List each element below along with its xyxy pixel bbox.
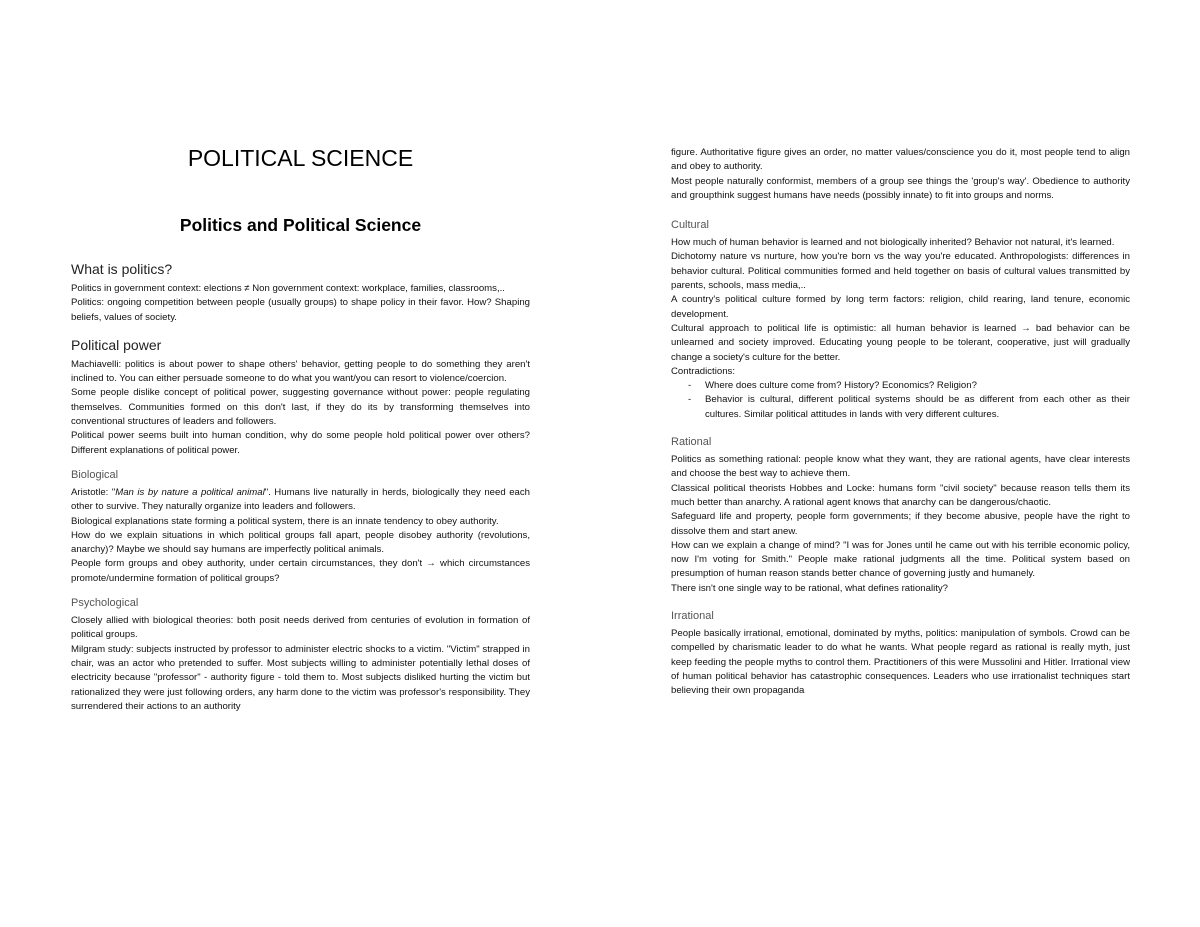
paragraph: A country's political culture formed by long term factors: religion, child rearing, land tenure, economic development. — [671, 294, 1130, 320]
document-subtitle: Politics and Political Science — [179, 215, 422, 235]
heading-psychological: Psychological — [71, 597, 139, 610]
heading-cultural: Cultural — [671, 219, 709, 232]
heading-what-is-politics: What is politics? — [71, 261, 173, 277]
paragraph: Classical political theorists Hobbes and Locke: humans form "civil society" because reason tells them its much better than anarchy. A rational agent knows that anarchy can be dangerous/chaotic. — [671, 482, 1130, 508]
paragraph: People form groups and obey authority, under certain circumstances, they don't → which circumstances promote/undermine formation of political groups? — [71, 558, 530, 584]
paragraph: Milgram study: subjects instructed by professor to administer electric shocks to a victim. "Victim" strapped in chair, was an actor who pretended to suffer. Most subjects willing to administer potentially lethal doses of electricity because "professor" - authority figure - told them to. Most subjects disliked hurting the victim but rationalized they were just following orders, any harm done to the victim was professor's responsibility. They surrendered their actions to an authority — [71, 643, 530, 712]
paragraph: How can we explain a change of mind? "I was for Jones until he came out with his terrible economic policy, now I'm voting for Smith." People make rational judgments all the time. Political system based on presumption of human reason stands better chance of governing justly and humanely. — [671, 539, 1130, 580]
list-item: - Behavior is cultural, different political systems should be as different from each other as their cultures. Similar political attitudes in lands with very different cultures. — [705, 393, 1130, 422]
paragraph: Closely allied with biological theories: both posit needs derived from centuries of evolution in formation of political groups. — [71, 615, 530, 641]
heading-political-power: Political power — [71, 336, 162, 353]
aristotle-quote: Man is by nature a political animal — [115, 486, 265, 498]
paragraph: Most people naturally conformist, members of a group see things the 'group's way'. Obedience to authority and groupthink suggest humans have needs (possibly innate) to fit into groups and norms. — [671, 175, 1130, 201]
quote-prefix: Aristotle: " — [71, 486, 116, 498]
paragraph: Politics in government context: elections ≠ Non government context: workplace, families, classrooms,.. — [71, 283, 505, 294]
paragraph: Dichotomy nature vs nurture, how you're born vs the way you're educated. Anthropologists: differences in behavior cultural. Political communities formed and held together on basis of cultural values transmitted by parents, schools, mass media,.. — [671, 251, 1130, 292]
heading-rational: Rational — [671, 436, 712, 449]
paragraph: Politics as something rational: people know what they want, they are rational agents, have clear interests and choose the best way to achieve them. — [671, 454, 1130, 480]
list-item: - Where does culture come from? History? Economics? Religion? — [705, 379, 1130, 393]
paragraph: Safeguard life and property, people form governments; if they become abusive, people have the right to dissolve them and start anew. — [671, 511, 1130, 537]
paragraph: How do we explain situations in which political groups fall apart, people disobey authority (revolutions, anarchy)? Maybe we should say humans are imperfectly political animals. — [71, 529, 530, 556]
heading-irrational: Irrational — [671, 610, 714, 623]
paragraph: Machiavelli: politics is about power to shape others' behavior, getting people to do something they aren't inclined to. You can either persuade someone to do what you want/you can resort to violence/coercion. — [71, 358, 530, 385]
paragraph: figure. Authoritative figure gives an order, no matter values/conscience you do it, most people tend to align and obey to authority. — [671, 147, 1130, 173]
document-title: POLITICAL SCIENCE — [187, 145, 414, 171]
paragraph: There isn't one single way to be rational, what defines rationality? — [671, 582, 949, 594]
paragraph: Some people dislike concept of political power, suggesting governance without power: people regulating themselves. Communities formed on this don't last, if they do its by transforming themselves into conventional structures of leaders and followers. — [71, 387, 530, 428]
paragraph: People basically irrational, emotional, dominated by myths, politics: manipulation of symbols. Crowd can be compelled by charismatic leader to do what he wants. What people regard as rational is really myth, just keep feeding the people myths to control them. Practitioners of this were Mussolini and Hitler. Irrational view of human political behavior has catastrophic consequences. Leaders who use irrationalist techniques start believing their own propaganda — [671, 628, 1130, 697]
contradictions-list — [671, 379, 1130, 422]
paragraph: Biological explanations state forming a political system, there is an innate tendency to obey authority. — [71, 515, 499, 527]
paragraph: Cultural approach to political life is optimistic: all human behavior is learned → bad behavior can be unlearned and society improved. Educating young people to be tolerant, cooperative, just will gradually change a society's culture for the better. — [671, 322, 1130, 363]
quote-suffix: ". Humans live naturally in herds, biologically they need each other to survive. They naturally organize into leaders and followers. — [71, 486, 530, 513]
left-column — [71, 143, 530, 714]
paragraph: Politics: ongoing competition between people (usually groups) to shape policy in their favor. How? Shaping beliefs, values of society. — [71, 297, 530, 323]
aristotle-paragraph — [71, 486, 530, 515]
paragraph: Political power seems built into human condition, why do some people hold political power over others? Different explanations of political power. — [71, 430, 530, 456]
heading-biological: Biological — [71, 468, 119, 481]
right-column — [671, 146, 1130, 699]
paragraph: How much of human behavior is learned and not biologically inherited? Behavior not natural, it's learned. — [671, 237, 1115, 249]
paragraph: Contradictions: — [671, 365, 735, 377]
